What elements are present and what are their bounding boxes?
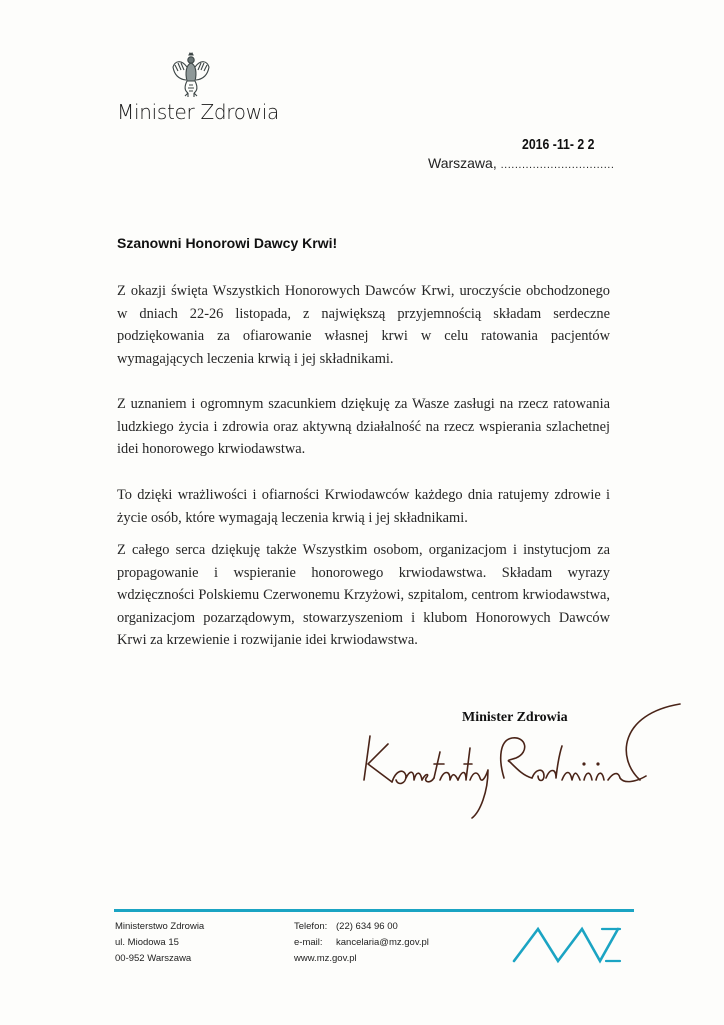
mz-logo-icon — [502, 915, 632, 967]
footer-website-link[interactable]: www.mz.gov.pl — [294, 953, 357, 964]
footer-organization: Ministerstwo Zdrowia — [115, 921, 205, 932]
footer-phone-value: (22) 634 96 00 — [336, 921, 398, 932]
footer-email-link[interactable]: kancelaria@mz.gov.pl — [336, 937, 429, 948]
body-paragraph: Z okazji święta Wszystkich Honorowych Dawców Krwi, uroczyście obchodzonego w dniach 22-26 listopada, z największą przyjemnością składam serdeczne podziękowania za ofiarowanie własnej krwi w celu ratowania pacjentów wymagających leczenia krwią i jej składnikami. — [117, 283, 610, 367]
handwritten-signature — [340, 700, 685, 820]
salutation: Szanowni Honorowi Dawcy Krwi! — [117, 235, 338, 251]
footer-address-city: 00-952 Warszawa — [115, 953, 192, 964]
footer-address-street: ul. Miodowa 15 — [115, 937, 179, 948]
letterhead-title: Minister Zdrowia — [117, 100, 279, 124]
footer-email-label: e-mail: — [294, 937, 323, 948]
place-name: Warszawa, — [428, 155, 497, 171]
polish-eagle-emblem-icon — [171, 51, 211, 99]
footer-phone-label: Telefon: — [294, 921, 328, 932]
body-paragraph: Z uznaniem i ogromnym szacunkiem dziękuję za Wasze zasługi na rzecz ratowania ludzkiego życia i zdrowia oraz aktywną działalność na rzecz wspierania szlachetnej idei honorowego krwiodawstwa. — [117, 396, 610, 457]
signer-title: Minister Zdrowia — [462, 710, 568, 725]
body-paragraph: To dzięki wrażliwości i ofiarności Krwiodawców każdego dnia ratujemy zdrowie i życie osób, które wymagają leczenia krwią i jej składnikami. — [117, 487, 610, 526]
date-stamp: 2016 -11- 2 2 — [522, 136, 595, 153]
place-date-line — [428, 155, 614, 171]
body-paragraph: Z całego serca dziękuję także Wszystkim osobom, organizacjom i instytucjom za propagowanie i wspieranie honorowego krwiodawstwa. Składam wyrazy wdzięczności Polskiemu Czerwonemu Krzyżowi, szpitalom, centrom krwiodawstwa, organizacjom pozarządowym, stowarzyszeniom i klubom Honorowych Dawców Krwi za krzewienie i rozwijanie idei krwiodawstwa. — [117, 542, 610, 648]
date-dotted-line: ................................ — [500, 159, 615, 171]
footer-divider — [114, 909, 634, 912]
